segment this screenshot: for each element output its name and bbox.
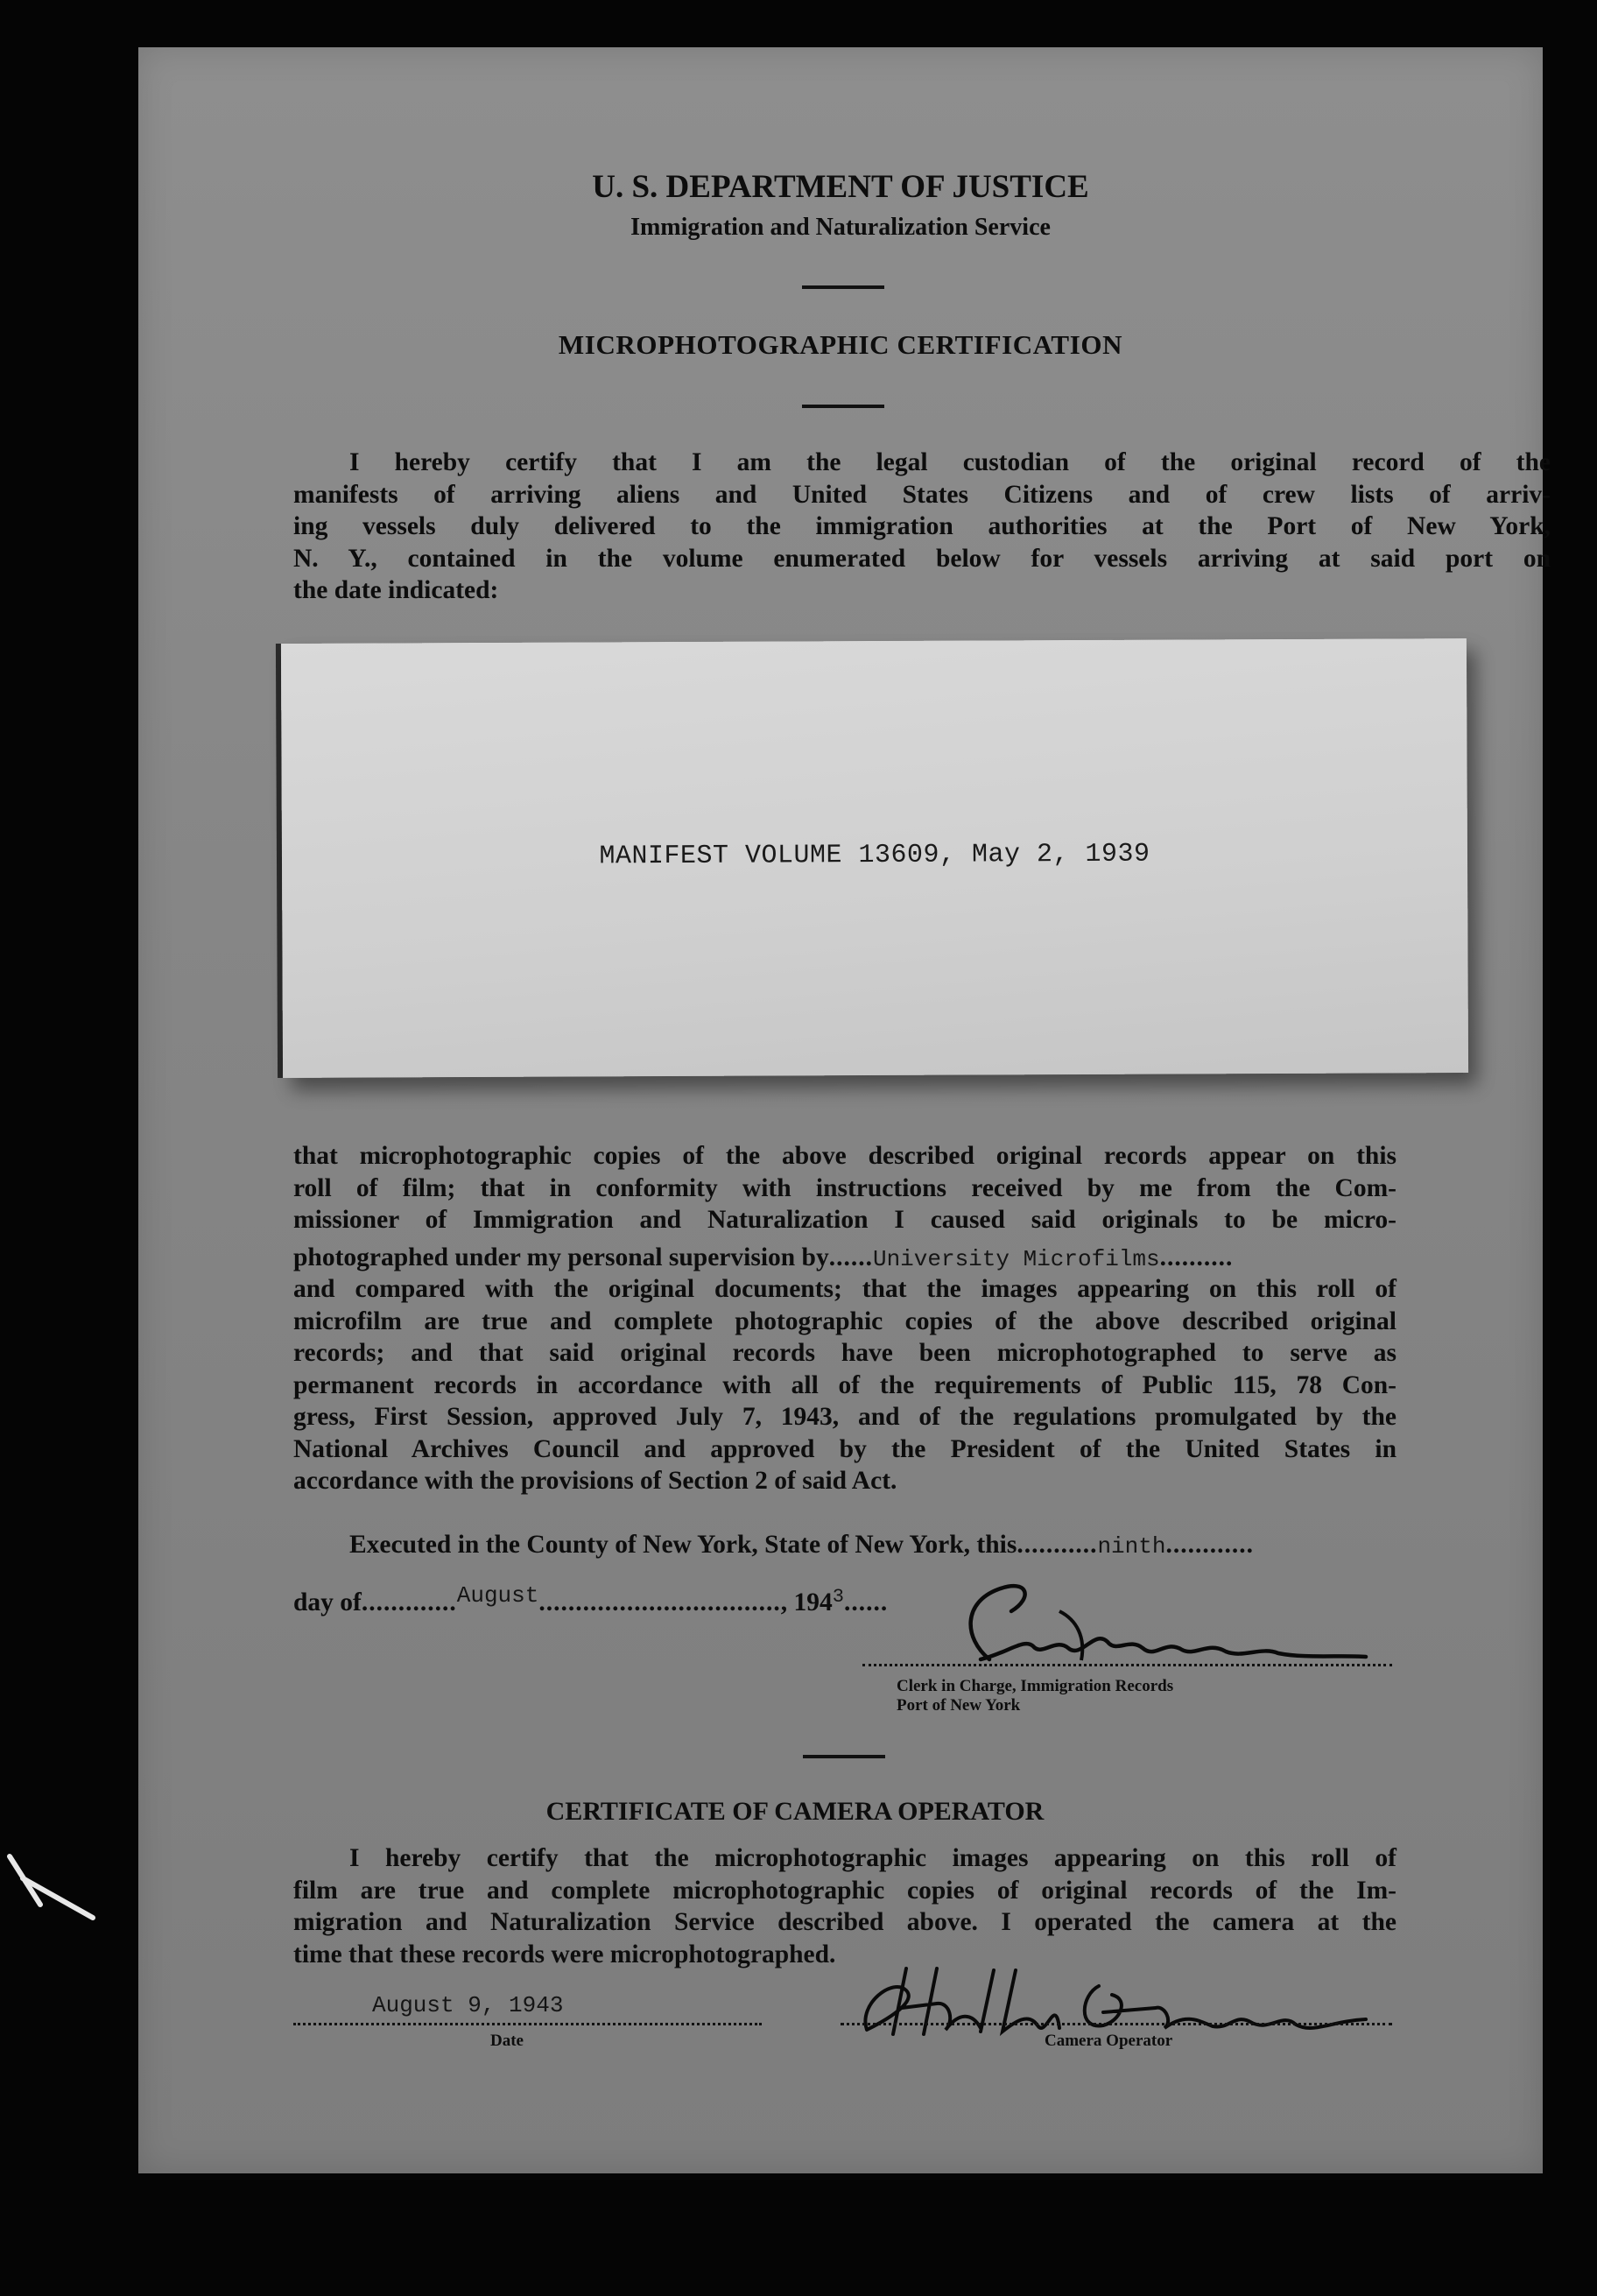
fill-dots: ............: [1165, 1531, 1254, 1559]
fill-dots: ..........: [1159, 1243, 1234, 1271]
body-line: microfilm are true and complete photographic copies of the above described original: [293, 1306, 1396, 1335]
day-of-label: day of: [293, 1588, 362, 1616]
document-title: MICROPHOTOGRAPHIC CERTIFICATION: [558, 329, 1123, 360]
intro-line: N. Y., contained in the volume enumerated below for vessels arriving at said port on: [293, 544, 1551, 573]
camera-date-label: Date: [490, 2032, 524, 2050]
intro-line: ing vessels duly delivered to the immigration authorities at the Port of New York,: [293, 512, 1551, 540]
agency-heading: U. S. DEPARTMENT OF JUSTICE: [592, 169, 1089, 205]
edge-scratch: [5, 1852, 102, 1957]
camera-line: I hereby certify that the microphotographic images appearing on this roll of: [349, 1844, 1396, 1872]
camera-line: film are true and complete microphotographic copies of original records of the Im-: [293, 1876, 1396, 1905]
body-line: that microphotographic copies of the above described original records appear on this: [293, 1142, 1396, 1170]
clerk-signature: [928, 1576, 1383, 1673]
divider-rule: [802, 405, 884, 408]
body-paragraph: [293, 1140, 1396, 1497]
intro-line: manifests of arriving aliens and United States Citizens and of crew lists of arriv-: [293, 480, 1551, 509]
supervision-prefix: photographed under my personal supervision by: [293, 1243, 829, 1271]
service-subheading: Immigration and Naturalization Service: [630, 214, 1051, 241]
execution-month-field: August: [456, 1582, 539, 1609]
camera-operator-line: [841, 2023, 1392, 2025]
clerk-title-line: Clerk in Charge, Immigration Records: [897, 1677, 1174, 1695]
body-line: roll of film; that in conformity with instructions received by me from the Com-: [293, 1173, 1396, 1202]
divider-rule: [803, 1755, 885, 1758]
intro-paragraph: [293, 447, 1551, 607]
body-line: permanent records in accordance with all of the requirements of Public 115, 78 Con-: [293, 1370, 1396, 1399]
camera-date-field: August 9, 1943: [372, 1992, 564, 2018]
camera-paragraph: [293, 1842, 1396, 1970]
fill-dots: .............: [361, 1588, 457, 1616]
clerk-title-line: Port of New York: [897, 1696, 1021, 1715]
body-line: and compared with the original documents; that the images appearing on this roll of: [293, 1275, 1396, 1303]
execution-year-digit-field: 3: [832, 1586, 844, 1608]
fill-dots: ......: [843, 1588, 889, 1616]
camera-section-title: CERTIFICATE OF CAMERA OPERATOR: [545, 1797, 1045, 1826]
camera-line: time that these records were microphotographed.: [293, 1940, 836, 1969]
fill-dots: .................................: [538, 1588, 781, 1616]
manifest-slip: [281, 638, 1468, 1078]
intro-line: I hereby certify that I am the legal custodian of the original record of the: [349, 448, 1551, 476]
supervision-line: [293, 1242, 1396, 1274]
body-line: accordance with the provisions of Section 2 of said Act.: [293, 1467, 897, 1495]
intro-line: the date indicated:: [293, 576, 499, 604]
executed-prefix: Executed in the County of New York, State of New York, this: [349, 1531, 1017, 1559]
day-of-line: [293, 1582, 906, 1619]
fill-dots: ...........: [1017, 1531, 1098, 1559]
year-prefix: , 194: [780, 1588, 833, 1616]
supervision-company-field: University Microfilms: [872, 1245, 1160, 1272]
executed-line: [349, 1529, 1400, 1561]
body-line: missioner of Immigration and Naturalization I caused said originals to be micro-: [293, 1206, 1396, 1234]
camera-line: migration and Naturalization Service described above. I operated the camera at the: [293, 1908, 1396, 1936]
body-line: National Archives Council and approved by the President of the United States in: [293, 1434, 1396, 1463]
camera-date-line: [293, 2023, 762, 2025]
execution-day-field: ninth: [1097, 1533, 1166, 1560]
camera-operator-label: Camera Operator: [1045, 2032, 1173, 2050]
divider-rule: [802, 285, 884, 289]
clerk-title: [897, 1677, 1173, 1715]
fill-dots: ......: [828, 1243, 873, 1271]
manifest-volume-text: MANIFEST VOLUME 13609, May 2, 1939: [599, 839, 1150, 872]
body-line: records; and that said original records have been microphotographed to serve as: [293, 1339, 1396, 1367]
body-line: gress, First Session, approved July 7, 1943, and of the regulations promulgated by the: [293, 1403, 1396, 1431]
